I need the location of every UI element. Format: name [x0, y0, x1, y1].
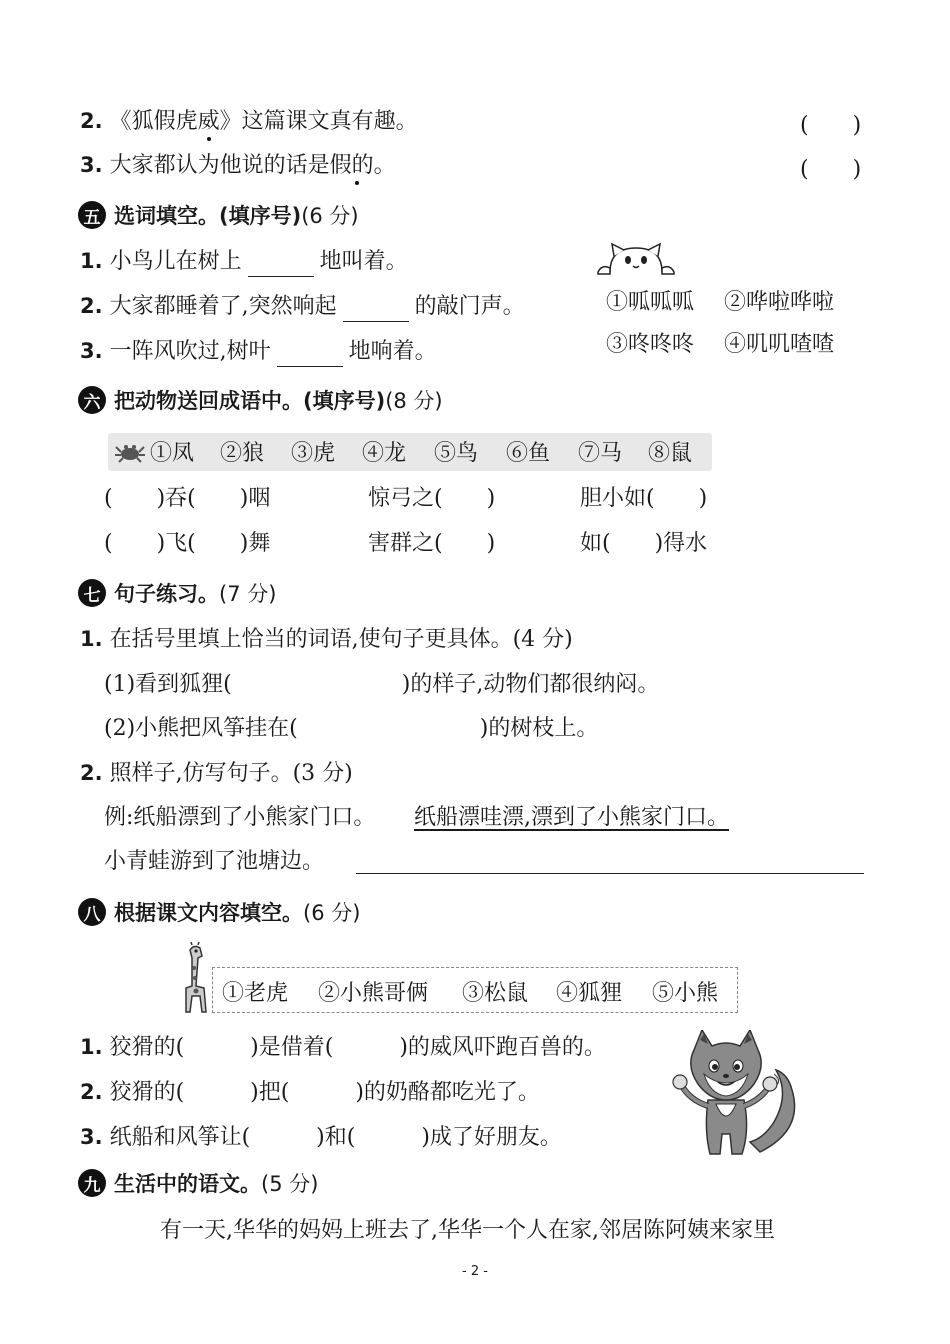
question-8-1: 1. 狡猾的( )是借着( )的威风吓跑百兽的。 — [80, 1035, 606, 1060]
page-number: - 2 - — [462, 1264, 488, 1279]
fill-blank[interactable] — [248, 254, 314, 277]
section-title: 把动物送回成语中。(填序号) — [114, 389, 386, 413]
crab-icon — [114, 439, 146, 463]
question-8-3: 3. 纸船和风筝让( )和( )成了好朋友。 — [80, 1125, 562, 1150]
question-text: 大家都认为他说的话是假的。 — [109, 153, 396, 178]
section-score: (6 分) — [303, 901, 361, 925]
fill-blank[interactable] — [277, 344, 343, 367]
question-7-1-b: (2)小熊把风筝挂在( )的树枝上。 — [104, 716, 599, 741]
character-option: ⑤小熊 — [652, 981, 719, 1006]
character-option: ①老虎 — [222, 981, 289, 1006]
animal-option: ⑧鼠 — [648, 441, 693, 466]
section-6-header — [78, 385, 443, 415]
idiom-item[interactable]: 胆小如( ) — [580, 486, 708, 511]
answer-paren[interactable]: ( ) — [800, 157, 862, 182]
section-badge: 八 — [78, 898, 106, 926]
word-option: ①呱呱呱 — [606, 290, 695, 315]
animal-option: ⑥鱼 — [506, 441, 551, 466]
section-title: 选词填空。(填序号) — [114, 204, 302, 228]
answer-paren[interactable]: ( ) — [800, 113, 862, 138]
word-option: ④叽叽喳喳 — [724, 332, 835, 357]
section-score: (5 分) — [261, 1172, 319, 1196]
animal-option: ③虎 — [291, 441, 336, 466]
section-title: 根据课文内容填空。 — [114, 901, 303, 925]
animal-option: ④龙 — [362, 441, 407, 466]
rewrite-prompt: 小青蛙游到了池塘边。 — [104, 849, 325, 874]
section-score: (7 分) — [219, 582, 277, 606]
section-badge: 六 — [78, 386, 106, 414]
animal-option: ⑦马 — [578, 441, 623, 466]
question-7-2: 2. 照样子,仿写句子。(3 分) — [80, 761, 353, 786]
word-option: ②哗啦哗啦 — [724, 290, 835, 315]
character-option: ③松鼠 — [462, 981, 529, 1006]
question-5-3: 3. 一阵风吹过,树叶 地响着。 — [80, 336, 437, 367]
emphasis-dot — [207, 137, 211, 141]
question-7-1-a: (1)看到狐狸( )的样子,动物们都很纳闷。 — [104, 672, 660, 697]
question-8-2: 2. 狡猾的( )把( )的奶酪都吃光了。 — [80, 1080, 540, 1105]
example-sentence: 例:纸船漂到了小熊家门口。 — [104, 805, 376, 830]
question-5-1: 1. 小鸟儿在树上 地叫着。 — [80, 246, 408, 277]
question-4-3: 3. 大家都认为他说的话是假的。 — [80, 153, 396, 178]
example-answer: 纸船漂哇漂,漂到了小熊家门口。 — [414, 805, 729, 830]
section-score: (6 分) — [301, 204, 359, 228]
answer-line[interactable] — [356, 873, 864, 874]
section-badge: 七 — [78, 579, 106, 607]
question-5-2: 2. 大家都睡着了,突然响起 的敲门声。 — [80, 291, 525, 322]
question-7-1: 1. 在括号里填上恰当的词语,使句子更具体。(4 分) — [80, 627, 573, 652]
section-title: 生活中的语文。 — [114, 1172, 261, 1196]
section-5-header — [78, 200, 359, 230]
section-title: 句子练习。 — [114, 582, 219, 606]
character-option: ②小熊哥俩 — [318, 981, 429, 1006]
idiom-item[interactable]: ( )吞( )咽 — [104, 486, 271, 511]
animal-option: ①凤 — [150, 441, 195, 466]
fox-illustration-icon — [664, 1030, 804, 1160]
question-text: 《狐假虎威》这篇课文真有趣。 — [109, 109, 418, 134]
animal-option: ②狼 — [220, 441, 265, 466]
idiom-item[interactable]: 如( )得水 — [580, 531, 708, 556]
fill-blank[interactable] — [343, 299, 409, 322]
emphasis-dot — [355, 181, 359, 185]
section-8-header — [78, 897, 360, 927]
word-option: ③咚咚咚 — [606, 332, 695, 357]
question-4-2: 2. 《狐假虎威》这篇课文真有趣。 — [80, 109, 418, 134]
reading-paragraph: 有一天,华华的妈妈上班去了,华华一个人在家,邻居陈阿姨来家里 — [160, 1218, 775, 1243]
idiom-item[interactable]: 害群之( ) — [368, 531, 496, 556]
character-option: ④狐狸 — [556, 981, 623, 1006]
idiom-item[interactable]: 惊弓之( ) — [368, 486, 496, 511]
section-7-header — [78, 578, 276, 608]
section-badge: 九 — [78, 1169, 106, 1197]
animal-option: ⑤鸟 — [434, 441, 479, 466]
section-9-header — [78, 1168, 318, 1198]
section-badge: 五 — [78, 201, 106, 229]
idiom-item[interactable]: ( )飞( )舞 — [104, 531, 271, 556]
cat-peek-icon — [596, 242, 676, 278]
section-score: (8 分) — [385, 389, 443, 413]
